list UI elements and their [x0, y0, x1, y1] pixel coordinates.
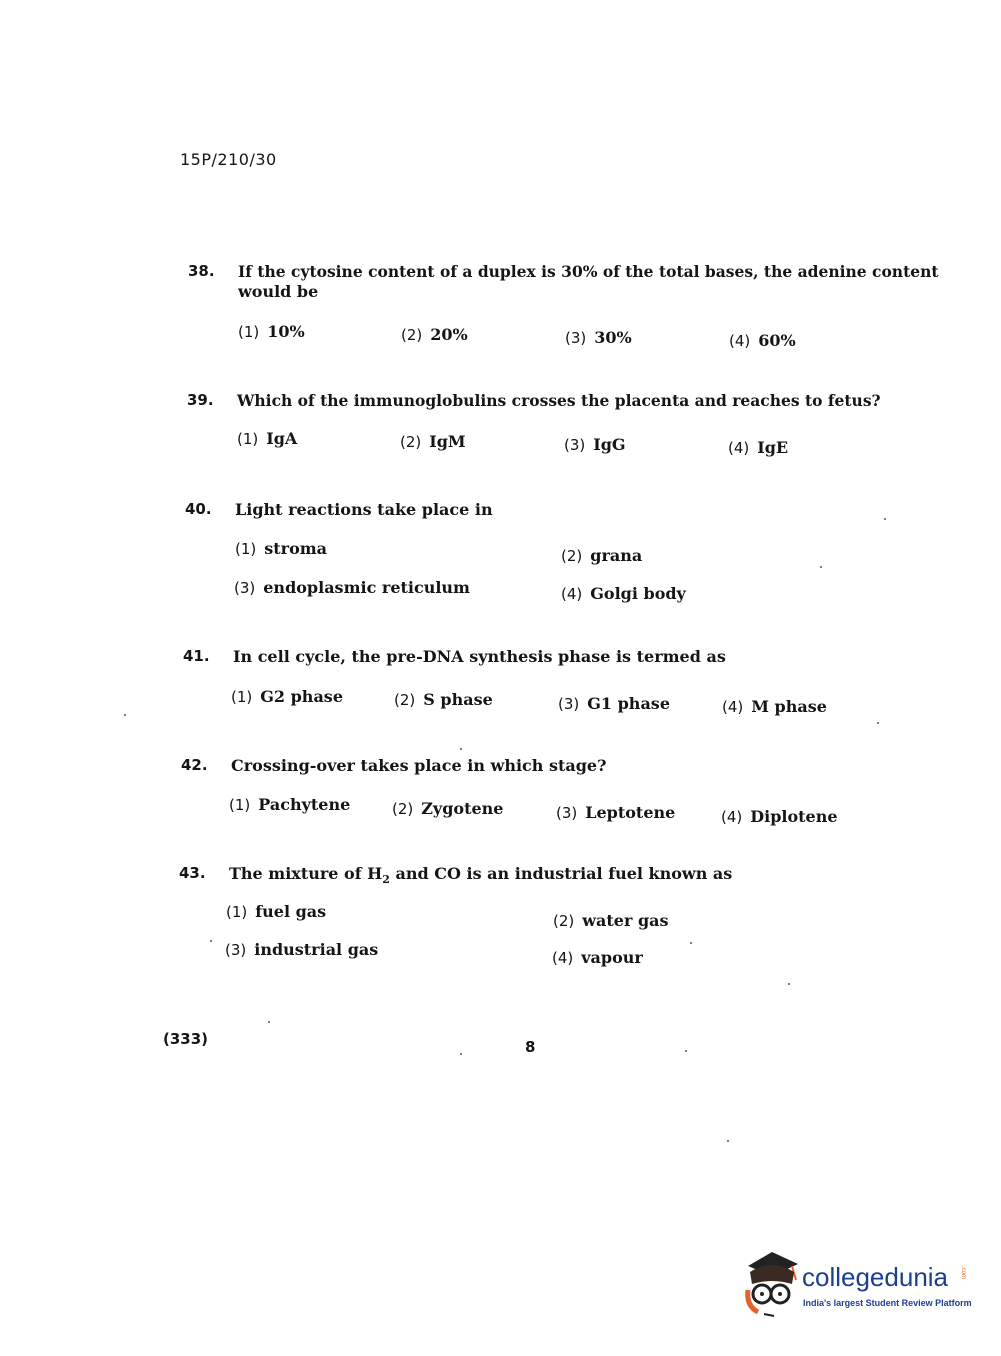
footer-code: (333): [163, 1030, 209, 1048]
scan-speck: [210, 940, 212, 942]
question-text: Crossing-over takes place in which stage?: [231, 756, 607, 775]
option-3: (3) endoplasmic reticulum: [234, 578, 470, 597]
question-text: If the cytosine content of a duplex is 30% of the total bases, the adenine content would be: [238, 262, 939, 301]
question-43: [179, 864, 919, 974]
logo-suffix: .com: [960, 1266, 966, 1280]
question-number: 41.: [183, 647, 210, 665]
option-3: (3) Leptotene: [556, 803, 676, 822]
scan-speck: [685, 1050, 687, 1052]
option-1: (1) Pachytene: [229, 795, 351, 814]
option-2: (2) S phase: [394, 690, 493, 709]
collegedunia-watermark: [742, 1250, 972, 1320]
paper-code: 15P/210/30: [180, 150, 277, 169]
option-3: (3) industrial gas: [225, 940, 379, 959]
question-number: 40.: [185, 500, 212, 518]
option-1: (1) 10%: [238, 322, 305, 341]
page-number: 8: [525, 1038, 536, 1056]
scan-speck: [460, 748, 462, 750]
option-4: (4) 60%: [729, 331, 796, 350]
question-text: Light reactions take place in: [235, 500, 493, 519]
option-4: (4) M phase: [722, 697, 827, 716]
option-2: (2) Zygotene: [392, 799, 504, 818]
option-1: (1) IgA: [237, 429, 298, 448]
question-text: Which of the immunoglobulins crosses the placenta and reaches to fetus?: [237, 391, 881, 410]
logo-tagline: India's largest Student Review Platform: [803, 1298, 972, 1308]
scan-speck: [460, 1053, 462, 1055]
question-39: [187, 391, 927, 461]
question-number: 38.: [188, 262, 215, 280]
scan-speck: [690, 942, 692, 944]
question-41: [183, 647, 923, 717]
question-text: The mixture of $H_2$ and CO is an industrial fuel known as: [229, 864, 733, 887]
scan-speck: [884, 518, 886, 520]
scan-speck: [877, 722, 879, 724]
scan-speck: [268, 1021, 270, 1023]
option-4: (4) Diplotene: [721, 807, 838, 826]
option-4: (4) IgE: [728, 438, 789, 457]
scan-speck: [820, 566, 822, 568]
option-3: (3) IgG: [564, 435, 626, 454]
question-number: 43.: [179, 864, 206, 882]
option-4: (4) vapour: [552, 948, 643, 967]
question-number: 39.: [187, 391, 214, 409]
option-3: (3) G1 phase: [558, 694, 670, 713]
option-2: (2) IgM: [400, 432, 466, 451]
question-40: [185, 500, 925, 610]
option-1: (1) stroma: [235, 539, 328, 558]
option-4: (4) Golgi body: [561, 584, 686, 603]
mascot-icon: [742, 1250, 802, 1318]
option-2: (2) 20%: [401, 325, 468, 344]
question-38: [188, 262, 939, 352]
logo-wordmark: collegedunia: [802, 1262, 949, 1292]
option-1: (1) fuel gas: [226, 902, 327, 921]
option-1: (1) G2 phase: [231, 687, 343, 706]
question-42: [181, 756, 921, 831]
scan-speck: [788, 983, 790, 985]
scan-speck: [124, 714, 126, 716]
option-3: (3) 30%: [565, 328, 632, 347]
option-2: (2) grana: [561, 546, 643, 565]
scan-speck: [727, 1140, 729, 1142]
question-text: In cell cycle, the pre-DNA synthesis phase is termed as: [233, 647, 726, 666]
option-2: (2) water gas: [553, 911, 669, 930]
question-number: 42.: [181, 756, 208, 774]
